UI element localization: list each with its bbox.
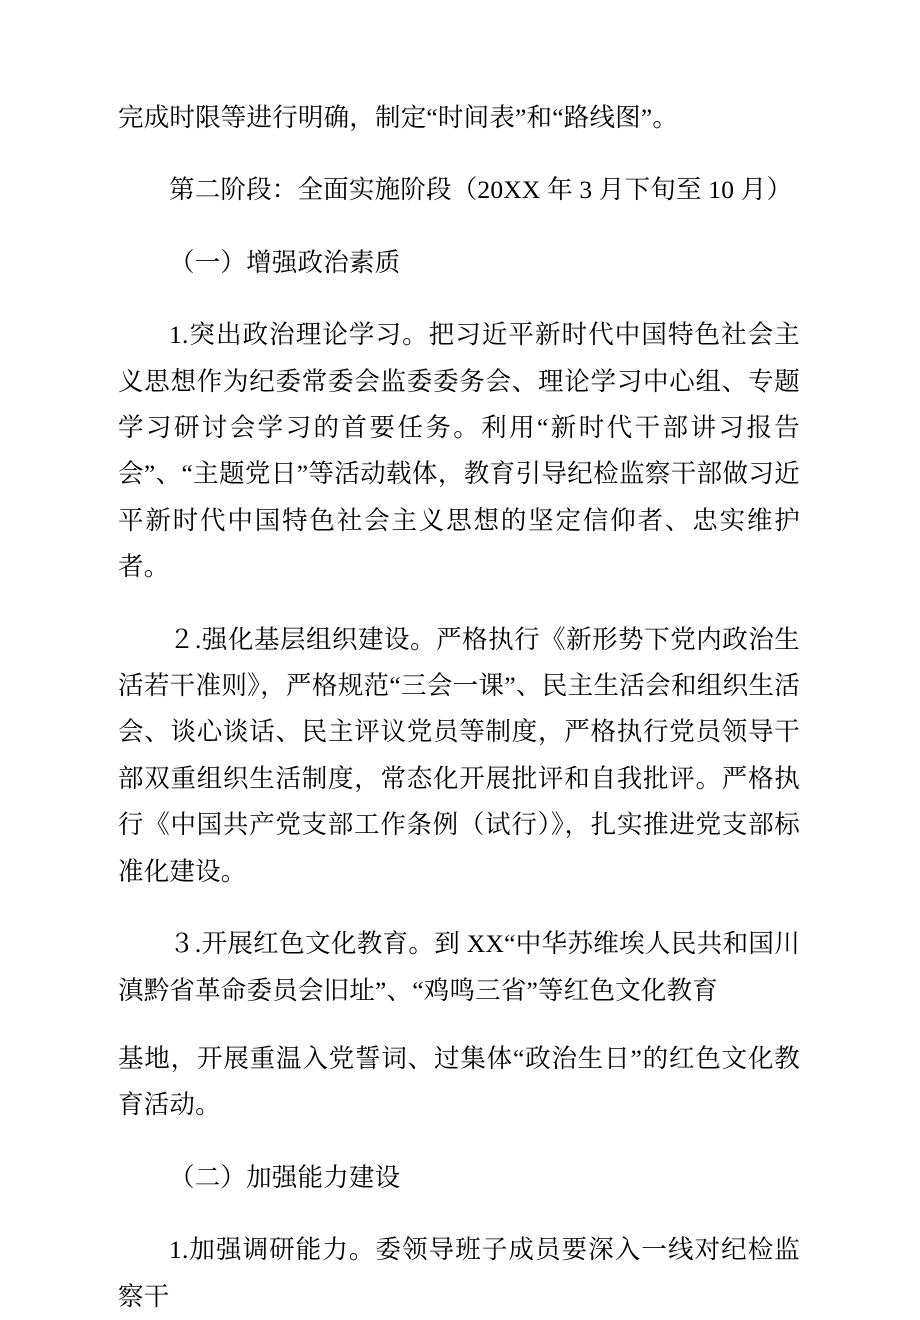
document-body — [118, 95, 800, 1320]
paragraph-item-3-continuation: 基地，开展重温入党誓词、过集体“政治生日”的红色文化教育活动。 — [118, 1043, 800, 1120]
paragraph-item-1: 1.突出政治理论学习。把习近平新时代中国特色社会主义思想作为纪委常委会监委委务会、理论学习中心组、专题学习研讨会学习的首要任务。利用“新时代干部讲习报告会”、“主题党日”等活动载体，教育引导纪检监察干部做习近平新时代中国特色社会主义思想的坚定信仰者、忠实维护者。 — [118, 320, 800, 582]
paragraph-continuation: 完成时限等进行明确，制定“时间表”和“路线图”。 — [118, 103, 679, 132]
paragraph-section-two-heading: （二）加强能力建设 — [169, 1162, 401, 1192]
paragraph-item-2: ２.强化基层组织建设。严格执行《新形势下党内政治生活若干准则》，严格规范“三会一课”、民主生活会和组织生活会、谈心谈话、民主评议党员等制度，严格执行党员领导干部双重组织生活制度，常态化开展批评和自我批评。严格执行《中国共产党支部工作条例（试行）》，扎实推进党支部标准化建设。 — [118, 624, 800, 886]
paragraph-item-3: ３.开展红色文化教育。到 XX“中华苏维埃人民共和国川滇黔省革命委员会旧址”、“鸡鸣三省”等红色文化教育 — [118, 929, 800, 1005]
paragraph-item-4: 1.加强调研能力。委领导班子成员要深入一线对纪检监察干 — [118, 1235, 800, 1311]
paragraph-phase-two-heading: 第二阶段：全面实施阶段（20XX 年 3 月下旬至 10 月） — [169, 175, 793, 205]
paragraph-section-one-heading: （一）增强政治素质 — [169, 247, 401, 277]
